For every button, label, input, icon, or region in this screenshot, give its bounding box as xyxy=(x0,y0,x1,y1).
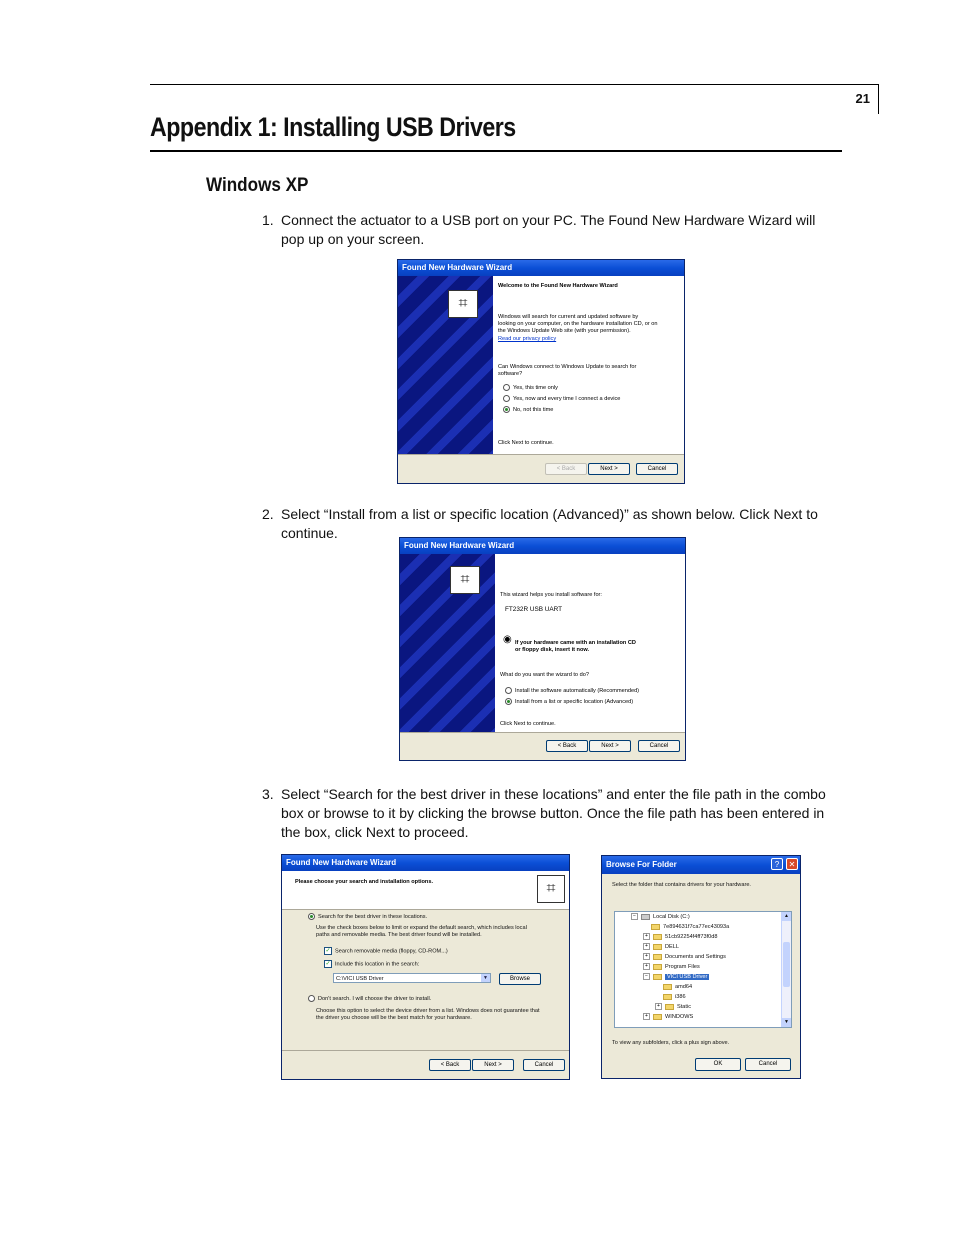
browse-prompt: Select the folder that contains drivers for your hardware. xyxy=(612,882,751,888)
next-button[interactable]: Next > xyxy=(472,1059,514,1071)
folder-icon xyxy=(663,984,672,990)
scroll-down-icon[interactable]: ▼ xyxy=(782,1018,791,1027)
found-hardware-dialog-welcome xyxy=(397,259,685,484)
folder-icon xyxy=(653,954,662,960)
radio-install-advanced[interactable]: Install from a list or specific location (Advanced) xyxy=(505,698,633,706)
wizard-footer: Click Next to continue. xyxy=(498,440,554,446)
header-rule xyxy=(150,84,879,85)
wizard-intro: This wizard helps you install software for: xyxy=(500,592,602,598)
step-3 xyxy=(262,785,832,845)
tree-item[interactable]: amd64 xyxy=(663,983,692,992)
expand-icon[interactable]: + xyxy=(643,963,650,970)
radio-dont-search[interactable]: Don't search. I will choose the driver to install. xyxy=(308,995,431,1003)
folder-icon xyxy=(653,964,662,970)
title-rule xyxy=(150,150,842,152)
hardware-icon: ⌗ xyxy=(448,290,478,318)
next-button[interactable]: Next > xyxy=(588,463,630,475)
header-vertical-rule xyxy=(878,84,879,114)
wizard-body xyxy=(495,554,686,734)
back-button[interactable]: < Back xyxy=(546,740,588,752)
step-number: 3. xyxy=(262,786,274,802)
tree-scrollbar[interactable] xyxy=(781,912,791,1027)
check-include-location[interactable]: ✓ Include this location in the search: xyxy=(325,961,420,968)
radio-button[interactable] xyxy=(308,913,315,920)
found-hardware-dialog-search xyxy=(281,854,570,1080)
cd-note: or floppy disk, insert it now. xyxy=(515,647,590,653)
wizard-question: software? xyxy=(498,371,523,377)
folder-icon xyxy=(651,924,660,930)
wizard-line: looking on your computer, on the hardware installation CD, or on xyxy=(498,321,658,327)
wizard-footer: Click Next to continue. xyxy=(500,721,556,727)
radio-button[interactable] xyxy=(505,698,512,705)
step-number: 1. xyxy=(262,212,274,228)
wizard-line: Windows will search for current and updated software by xyxy=(498,314,639,320)
collapse-icon[interactable]: − xyxy=(643,973,650,980)
collapse-icon[interactable]: − xyxy=(631,913,638,920)
option-description: paths and removable media. The best driver found will be installed. xyxy=(316,932,482,938)
ok-button[interactable]: OK xyxy=(695,1058,741,1071)
dialog-title: Found New Hardware Wizard xyxy=(400,538,685,554)
radio-button[interactable] xyxy=(503,395,510,402)
radio-button[interactable] xyxy=(308,995,315,1002)
dialog-title: Browse For Folder xyxy=(602,856,800,874)
step-text: Select “Install from a list or specific location (Advanced)” as shown below. Click Next to continue. xyxy=(281,506,818,541)
wizard-header xyxy=(282,871,569,909)
tree-item[interactable]: i386 xyxy=(663,993,686,1002)
step-1 xyxy=(262,211,832,251)
radio-install-auto[interactable]: Install the software automatically (Recommended) xyxy=(505,687,639,695)
radio-button[interactable] xyxy=(503,384,510,391)
radio-search-best[interactable]: Search for the best driver in these locations. xyxy=(308,913,427,921)
radio-button[interactable] xyxy=(503,406,510,413)
radio-yes-always[interactable]: Yes, now and every time I connect a device xyxy=(503,395,620,403)
option-description: Choose this option to select the device driver from a list. Windows does not guarantee that xyxy=(316,1008,540,1014)
path-combo-box[interactable]: C:\VICI USB Driver ▼ xyxy=(333,973,491,983)
help-icon[interactable]: ? xyxy=(771,858,783,870)
wizard-question: Can Windows connect to Windows Update to search for xyxy=(498,364,637,370)
folder-icon xyxy=(653,934,662,940)
option-description: Use the check boxes below to limit or expand the default search, which includes local xyxy=(316,925,527,931)
folder-icon xyxy=(663,994,672,1000)
folder-tree[interactable] xyxy=(614,911,792,1028)
wizard-side-banner xyxy=(398,276,493,455)
wizard-question: What do you want the wizard to do? xyxy=(500,672,589,678)
section-title: Windows XP xyxy=(206,175,309,196)
wizard-button-bar xyxy=(282,1050,569,1079)
wizard-body xyxy=(493,276,685,455)
step-text: Connect the actuator to a USB port on your PC. The Found New Hardware Wizard will pop up on your screen. xyxy=(281,212,816,247)
device-name: FT232R USB UART xyxy=(505,606,563,613)
back-button[interactable]: < Back xyxy=(545,463,587,475)
hardware-icon: ⌗ xyxy=(450,566,480,594)
step-number: 2. xyxy=(262,506,274,522)
scroll-thumb[interactable] xyxy=(783,942,790,987)
check-removable-media[interactable]: ✓ Search removable media (floppy, CD-ROM...) xyxy=(325,948,448,955)
expand-icon[interactable]: + xyxy=(643,953,650,960)
wizard-options xyxy=(282,910,569,1050)
browse-hint: To view any subfolders, click a plus sign above. xyxy=(612,1040,730,1046)
cancel-button[interactable]: Cancel xyxy=(523,1059,565,1071)
cancel-button[interactable]: Cancel xyxy=(745,1058,791,1071)
wizard-heading: Please choose your search and installation options. xyxy=(295,879,434,885)
chevron-down-icon[interactable]: ▼ xyxy=(481,974,490,982)
drive-icon xyxy=(641,914,650,920)
page-title: Appendix 1: Installing USB Drivers xyxy=(150,112,516,142)
tree-item[interactable]: + 51cb92254f4ff73f0d8 xyxy=(643,933,717,942)
expand-icon[interactable]: + xyxy=(643,933,650,940)
tree-item-selected[interactable]: − VICI USB Driver xyxy=(643,973,709,982)
back-button[interactable]: < Back xyxy=(429,1059,471,1071)
cancel-button[interactable]: Cancel xyxy=(638,740,680,752)
radio-yes-once[interactable]: Yes, this time only xyxy=(503,384,558,392)
tree-item[interactable]: − Local Disk (C:) xyxy=(631,913,690,922)
close-icon[interactable]: ✕ xyxy=(786,858,798,870)
folder-icon xyxy=(665,1004,674,1010)
browse-button[interactable]: Browse xyxy=(499,973,541,985)
tree-item[interactable]: + DELL xyxy=(643,943,679,952)
wizard-line: the Windows Update Web site (with your permission). xyxy=(498,328,631,334)
hardware-icon: ⌗ xyxy=(537,875,565,903)
folder-icon xyxy=(653,1014,662,1020)
option-description: the driver you choose will be the best match for your hardware. xyxy=(316,1015,472,1021)
dialog-title: Found New Hardware Wizard xyxy=(282,855,569,871)
wizard-heading: Welcome to the Found New Hardware Wizard xyxy=(498,283,618,289)
privacy-policy-link[interactable]: Read our privacy policy xyxy=(498,336,557,342)
radio-button[interactable] xyxy=(505,687,512,694)
tree-item[interactable]: + Program Files xyxy=(643,963,700,972)
folder-icon xyxy=(653,944,662,950)
expand-icon[interactable]: + xyxy=(643,1013,650,1020)
cancel-button[interactable]: Cancel xyxy=(636,463,678,475)
checkbox[interactable]: ✓ xyxy=(325,948,331,954)
page-number: 21 xyxy=(855,91,870,106)
step-text: Select “Search for the best driver in these locations” and enter the file path in the combo box or browse to it by clicking the browse button. Once the file path has been entered in the box, click Next to proceed. xyxy=(281,786,826,840)
folder-open-icon xyxy=(653,974,662,980)
next-button[interactable]: Next > xyxy=(589,740,631,752)
cd-icon: ◉ xyxy=(503,634,512,645)
wizard-button-bar xyxy=(400,732,685,760)
cd-note: If your hardware came with an installation CD xyxy=(515,640,636,646)
scroll-up-icon[interactable]: ▲ xyxy=(782,912,791,921)
expand-icon[interactable]: + xyxy=(643,943,650,950)
dialog-title: Found New Hardware Wizard xyxy=(398,260,684,276)
checkbox[interactable]: ✓ xyxy=(325,961,331,967)
wizard-button-bar xyxy=(398,454,684,483)
radio-no[interactable]: No, not this time xyxy=(503,406,553,414)
expand-icon[interactable]: + xyxy=(655,1003,662,1010)
browse-for-folder-dialog xyxy=(601,855,801,1079)
wizard-side-banner xyxy=(400,554,495,734)
tree-item[interactable]: 7e894631f7ca77ec43093a xyxy=(651,923,729,932)
tree-item[interactable]: + Static xyxy=(655,1003,691,1012)
tree-item[interactable]: + WINDOWS xyxy=(643,1013,693,1022)
tree-item[interactable]: + Documents and Settings xyxy=(643,953,726,962)
found-hardware-dialog-options xyxy=(399,537,686,761)
